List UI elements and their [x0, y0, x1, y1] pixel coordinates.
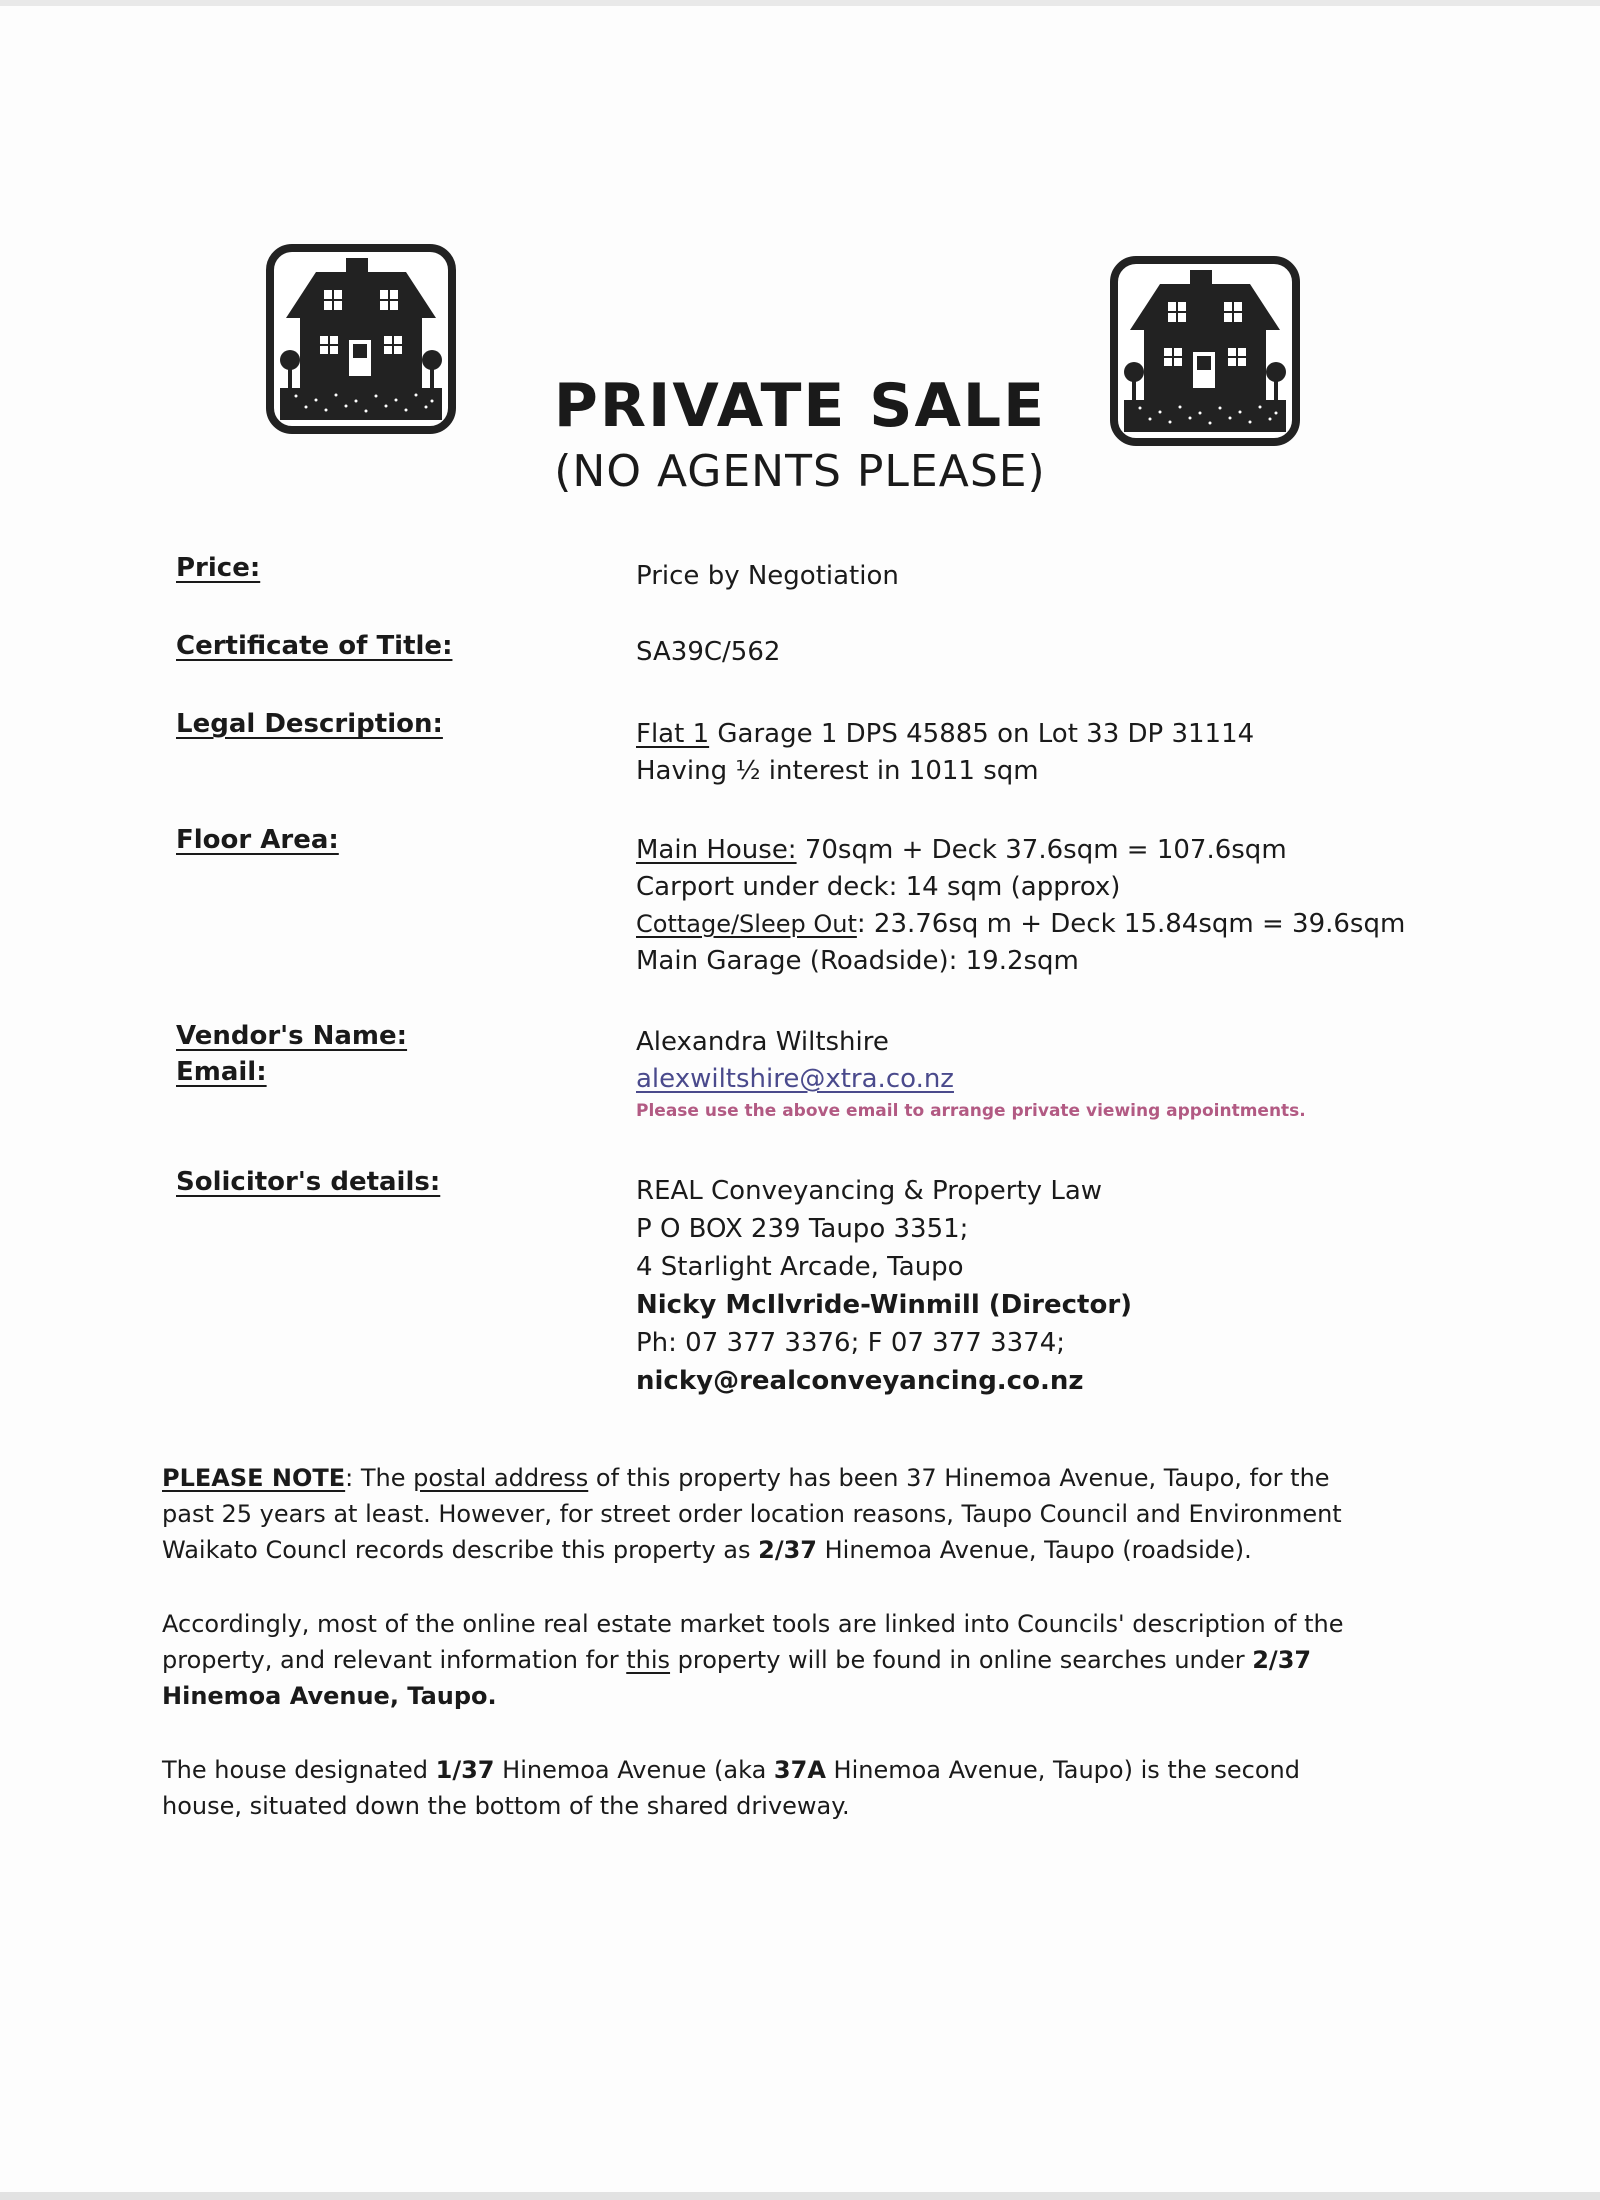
solicitor-address: 4 Starlight Arcade, Taupo [636, 1252, 964, 1282]
house-logo-icon [1110, 256, 1300, 446]
note-1-text-a: : The [345, 1464, 414, 1492]
certificate-value: SA39C/562 [636, 637, 781, 667]
solicitor-po-box: P O BOX 239 Taupo 3351; [636, 1214, 969, 1244]
note-paragraph-3 [162, 1752, 1362, 1824]
note-3-text-b: Hinemoa Avenue (aka [494, 1756, 774, 1784]
page-subtitle: (NO AGENTS PLEASE) [554, 446, 1046, 497]
cottage-label: Cottage/Sleep Out [636, 910, 857, 938]
note-2-this: this [626, 1646, 671, 1674]
main-house-value: 70sqm + Deck 37.6sqm = 107.6sqm [796, 835, 1287, 865]
note-2-address-bold: 2/37 Hinemoa Avenue, Taupo. [162, 1646, 1312, 1710]
please-note-label: PLEASE NOTE [162, 1464, 346, 1492]
note-3-bold-2: 37A [773, 1756, 826, 1784]
solicitor-label: Solicitor's details: [176, 1167, 441, 1197]
note-3-text-a: The house designated [162, 1756, 436, 1784]
main-house-label: Main House: [636, 835, 797, 865]
scan-bottom-edge [0, 2192, 1600, 2200]
title-block [470, 370, 1130, 500]
note-1-text-b: of this property has been 37 Hinemoa Avenue, Taupo, for the past 25 years at least. However, for street order location reasons, Taupo Council and Environment Waikato Councl records describe this property as [162, 1464, 1342, 1564]
page-title: PRIVATE SALE [553, 371, 1047, 441]
note-paragraph-1 [162, 1460, 1362, 1568]
flat-number: Flat 1 [636, 719, 710, 749]
note-3-text-c: Hinemoa Avenue, Taupo) is the second house, situated down the bottom of the shared driveway. [162, 1756, 1300, 1820]
scan-top-edge [0, 0, 1600, 6]
vendor-name-label: Vendor's Name: [176, 1021, 408, 1051]
vendor-email-note: Please use the above email to arrange private viewing appointments. [636, 1101, 1306, 1121]
vendor-value [636, 1024, 1306, 1124]
legal-line-2: Having ½ interest in 1011 sqm [636, 756, 1039, 786]
certificate-label: Certificate of Title: [176, 631, 453, 661]
postal-address-text: postal address [413, 1464, 589, 1492]
floor-main-house [636, 832, 1405, 869]
notes-section [162, 1460, 1362, 1862]
price-value: Price by Negotiation [636, 561, 899, 591]
floor-cottage [636, 906, 1405, 943]
vendor-email-label: Email: [176, 1057, 267, 1087]
solicitor-email[interactable]: nicky@realconveyancing.co.nz [636, 1366, 1084, 1396]
legal-line-1 [636, 716, 1254, 753]
price-label: Price: [176, 553, 261, 583]
floor-garage: Main Garage (Roadside): 19.2sqm [636, 946, 1079, 976]
cottage-value: : 23.76sq m + Deck 15.84sqm = 39.6sqm [856, 909, 1406, 939]
note-2-text-a: Accordingly, most of the online real estate market tools are linked into Councils' description of the property, and relevant information for [162, 1610, 1344, 1674]
legal-line-1-rest: Garage 1 DPS 45885 on Lot 33 DP 31114 [709, 719, 1255, 749]
note-1-text-c: Hinemoa Avenue, Taupo (roadside). [817, 1536, 1252, 1564]
legal-description-label: Legal Description: [176, 709, 443, 739]
solicitor-firm: REAL Conveyancing & Property Law [636, 1176, 1103, 1206]
note-2-text-b: property will be found in online searches under [670, 1646, 1253, 1674]
floor-area-value [636, 832, 1405, 980]
vendor-name: Alexandra Wiltshire [636, 1027, 889, 1057]
floor-carport: Carport under deck: 14 sqm (approx) [636, 872, 1121, 902]
floor-area-label: Floor Area: [176, 825, 339, 855]
legal-description-value [636, 716, 1254, 790]
house-logo-icon [266, 244, 456, 434]
vendor-email-link[interactable]: alexwiltshire@xtra.co.nz [636, 1064, 954, 1094]
note-1-address-bold: 2/37 [758, 1536, 817, 1564]
solicitor-value [636, 1172, 1132, 1400]
note-paragraph-2 [162, 1606, 1362, 1714]
solicitor-phone: Ph: 07 377 3376; F 07 377 3374; [636, 1328, 1065, 1358]
note-3-bold-1: 1/37 [435, 1756, 495, 1784]
solicitor-contact: Nicky McIlvride-Winmill (Director) [636, 1290, 1133, 1320]
